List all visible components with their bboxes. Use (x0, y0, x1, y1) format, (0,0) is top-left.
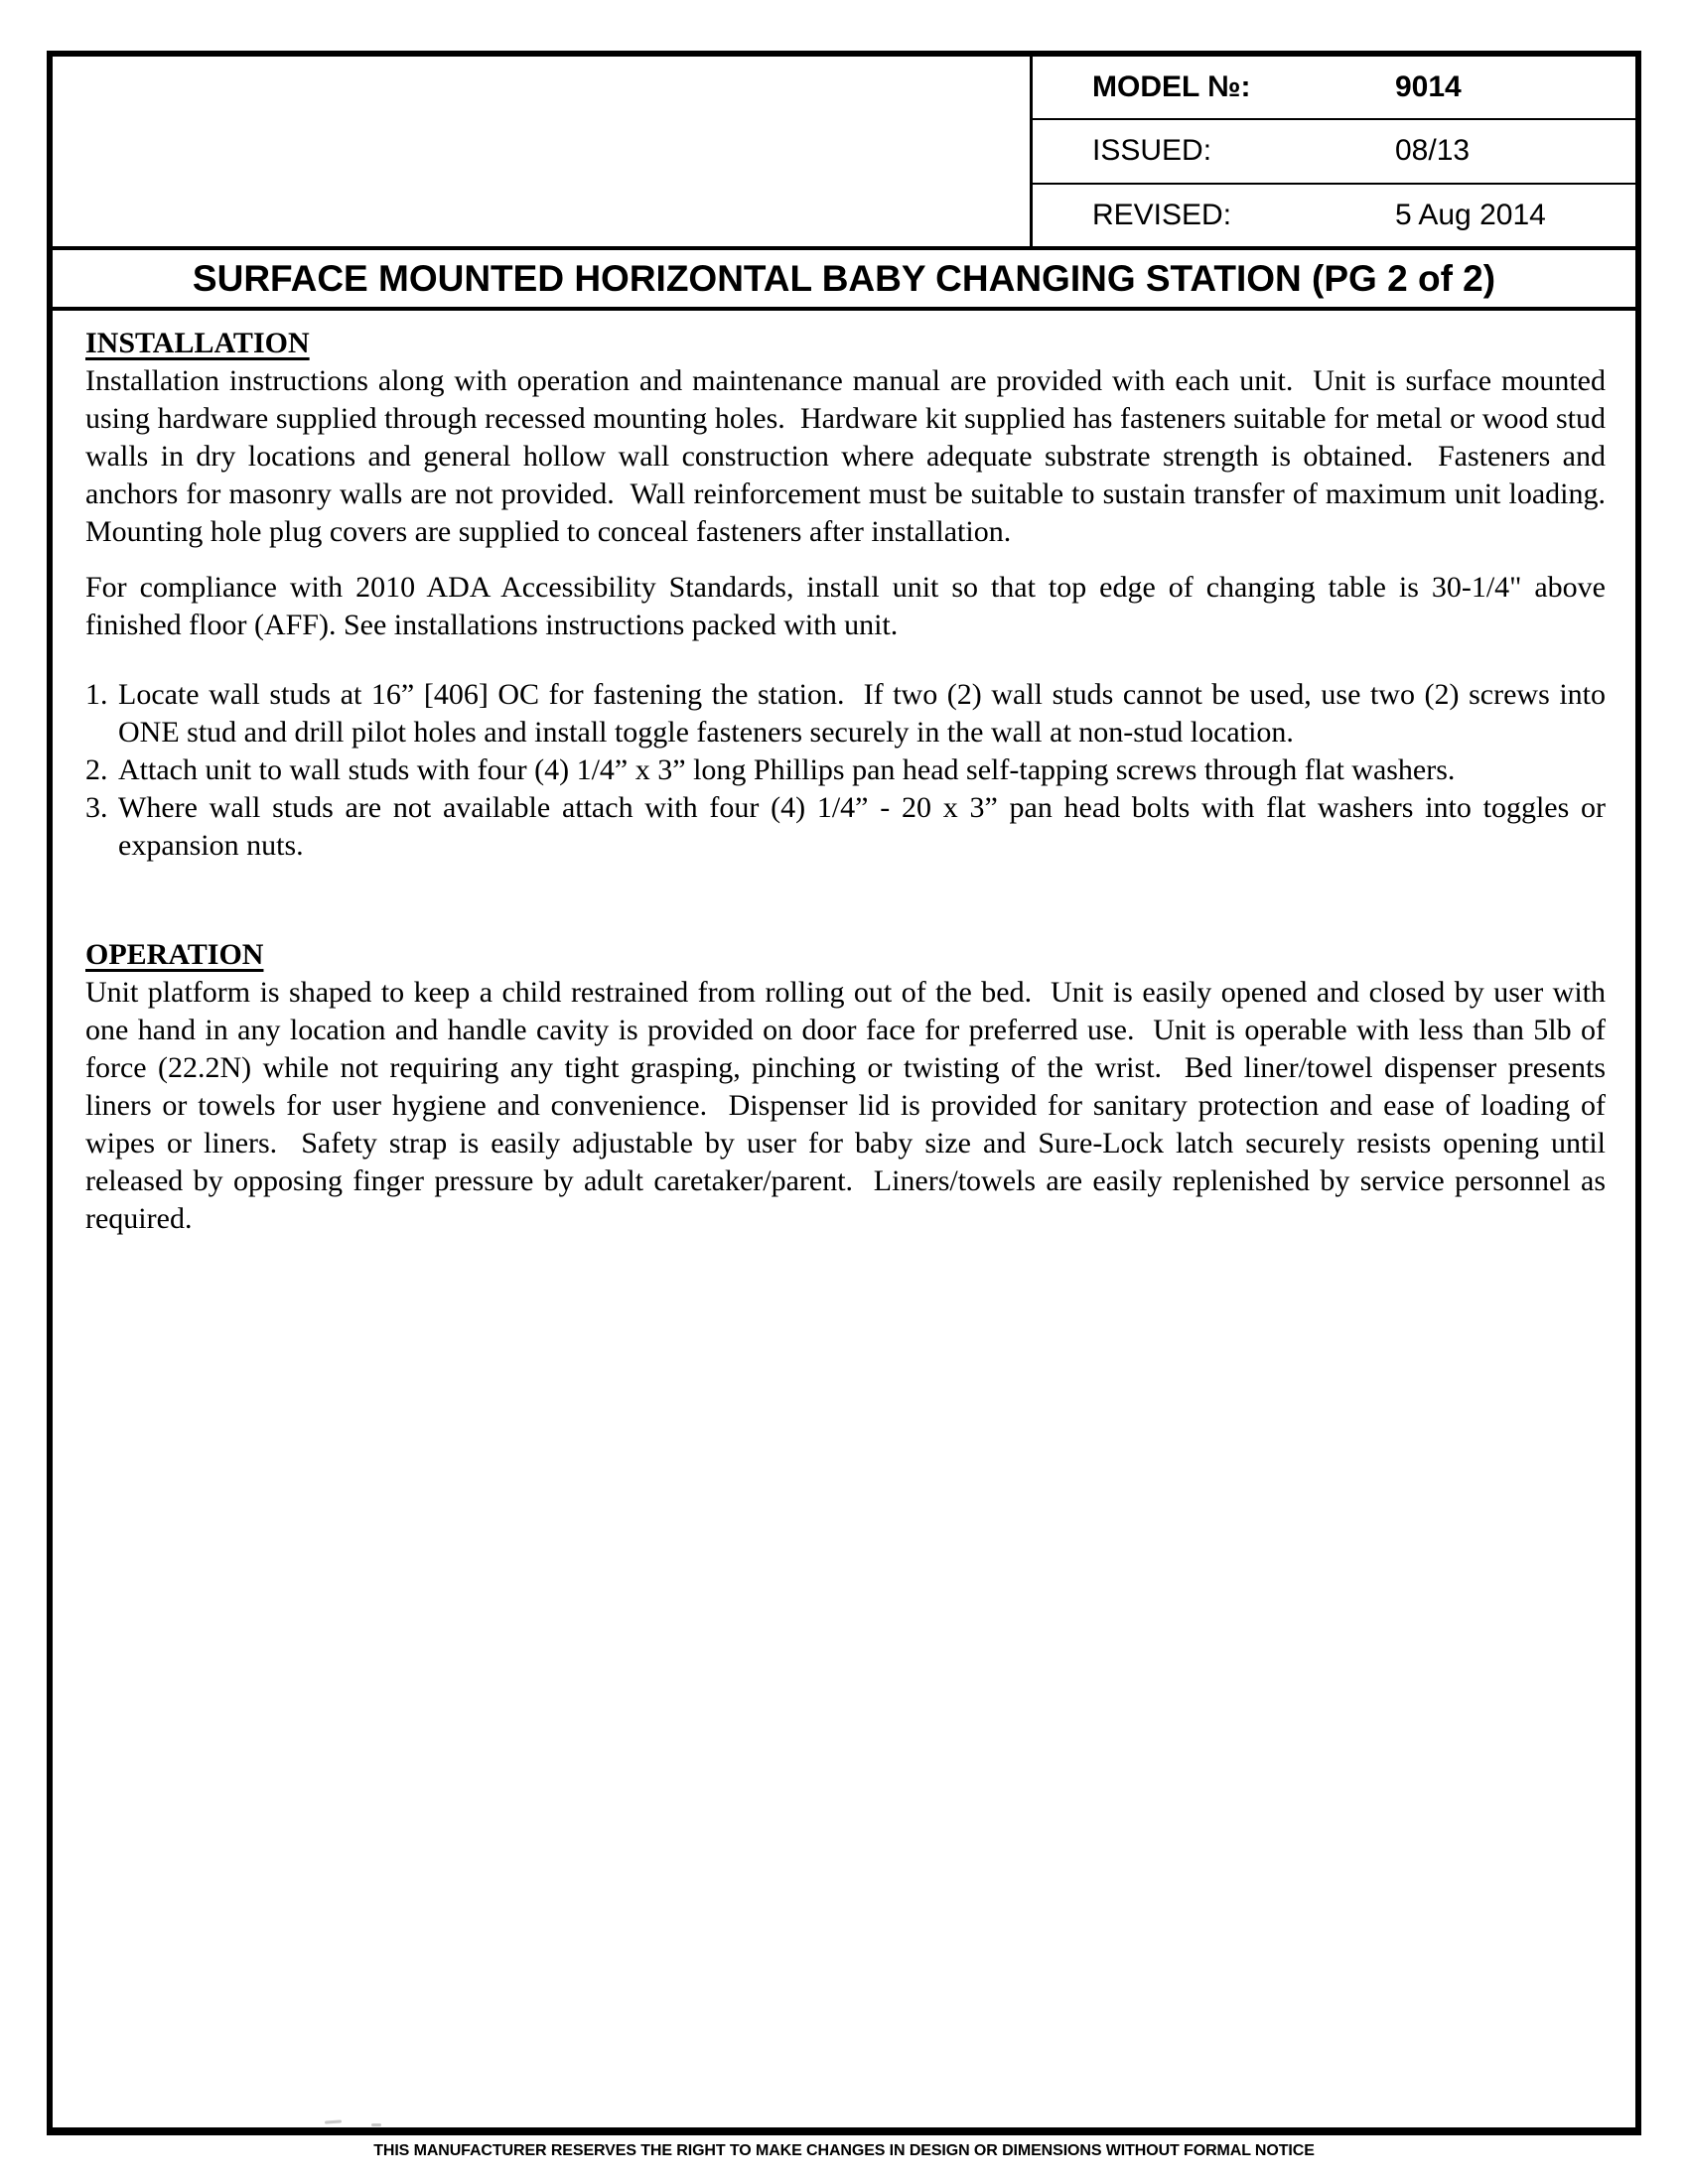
table-row-issued (1033, 118, 1635, 182)
installation-section-heading (85, 325, 1606, 362)
model-value: 9014 (1395, 70, 1462, 104)
installation-heading-text: INSTALLATION (85, 327, 310, 359)
list-item-number: 3. (85, 791, 108, 824)
logo-area (53, 57, 1026, 246)
list-item (85, 751, 1606, 789)
installation-steps-list (85, 676, 1614, 865)
list-item-number: 2. (85, 753, 108, 786)
revised-label: REVISED: (1092, 198, 1232, 231)
operation-section-heading (85, 936, 1606, 974)
scan-artifact (371, 2123, 381, 2126)
table-row-revised (1033, 183, 1635, 246)
list-item-text: Where wall studs are not available attach with four (4) 1/4” - 20 x 3” pan head bolts with flat washers into toggles or expansion nuts. (118, 791, 1614, 862)
list-item-text: Attach unit to wall studs with four (4) 1/4” x 3” long Phillips pan head self-tapping screws through flat washers. (118, 753, 1456, 786)
revision-table (1030, 57, 1635, 246)
ada-compliance-paragraph: For compliance with 2010 ADA Accessibility Standards, install unit so that top edge of changing table is 30-1/4" above finished floor (AFF). See installations instructions packed with unit. (85, 571, 1614, 641)
page-title: SURFACE MOUNTED HORIZONTAL BABY CHANGING STATION (PG 2 of 2) (192, 257, 1496, 299)
list-item (85, 676, 1614, 751)
header-strip (53, 57, 1635, 250)
footer-notice: THIS MANUFACTURER RESERVES THE RIGHT TO MAKE CHANGES IN DESIGN OR DIMENSIONS WITHOUT FORMAL NOTICE (373, 2142, 1315, 2159)
operation-heading-text: OPERATION (85, 938, 264, 971)
revised-value: 5 Aug 2014 (1395, 198, 1546, 231)
model-label: MODEL №: (1092, 70, 1251, 104)
operation-paragraph: Unit platform is shaped to keep a child restrained from rolling out of the bed. Unit is easily opened and closed by user with one hand in any location and handle cavity is provided on door face for preferred use. Unit is operable with less than 5lb of force (22.2N) while not requiring any tight grasping, pinching or twisting of the wrist. Bed liner/towel dispenser presents liners or towels for user hygiene and convenience. Dispenser lid is provided for sanitary protection and ease of loading of wipes or liners. Safety strap is easily adjustable by user for baby size and Sure-Lock latch securely resists opening until released by opposing finger pressure by adult caretaker/parent. Liners/towels are easily replenished by service personnel as required. (85, 976, 1614, 1235)
installation-paragraph: Installation instructions along with operation and maintenance manual are provided with each unit. Unit is surface mounted using hardware supplied through recessed mounting holes. Hardware kit supplied has fasteners suitable for metal or wood stud walls in dry locations and general hollow wall construction where adequate substrate strength is obtained. Fasteners and anchors for masonry walls are not provided. Wall reinforcement must be suitable to sustain transfer of maximum unit loading. Mounting hole plug covers are supplied to conceal fasteners after installation. (85, 364, 1620, 548)
spec-sheet-frame (47, 51, 1641, 2135)
issued-value: 08/13 (1395, 134, 1471, 168)
table-row-model (1033, 57, 1635, 118)
title-bar (53, 250, 1635, 311)
list-item-number: 1. (85, 678, 108, 711)
list-item-text: Locate wall studs at 16” [406] OC for fastening the station. If two (2) wall studs cannot be used, use two (2) screws into ONE stud and drill pilot holes and install toggle fasteners securely in the wall at non-stud location. (118, 678, 1614, 749)
content-area (53, 311, 1635, 2127)
list-item (85, 789, 1614, 865)
issued-label: ISSUED: (1092, 134, 1212, 168)
